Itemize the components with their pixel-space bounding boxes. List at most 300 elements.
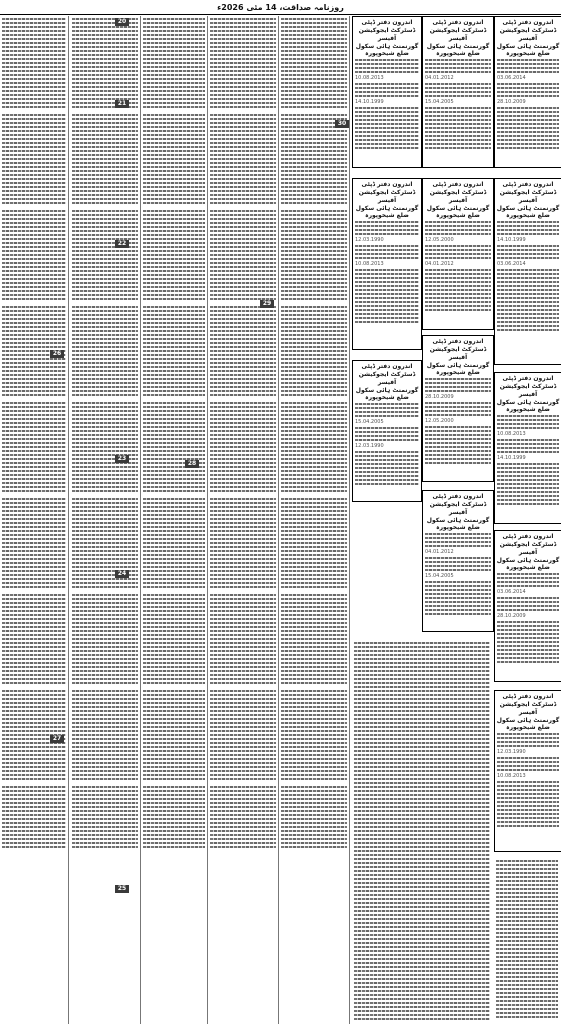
text-line (210, 426, 276, 428)
text-line (2, 98, 66, 100)
text-line (210, 242, 276, 244)
text-line (281, 322, 347, 324)
text-line (2, 310, 66, 312)
notice-text-line (425, 430, 491, 432)
text-line (72, 382, 138, 384)
notice-text-line (497, 221, 559, 223)
text-line (210, 834, 276, 836)
notice-title: اندرون دفتر ڈپٹی ڈسٹرکٹ ایجوکیشن آفیسر (358, 363, 416, 386)
text-line (210, 794, 276, 796)
text-line (496, 972, 558, 974)
text-line (281, 290, 347, 292)
text-line (2, 478, 66, 480)
notice-text-line: 04.01.2012 (425, 75, 454, 81)
text-line (2, 222, 66, 224)
text-line (143, 618, 205, 620)
notice-text-line (355, 249, 419, 251)
text-line (210, 62, 276, 64)
text-line (281, 186, 347, 188)
text-line (281, 478, 347, 480)
text-line (143, 522, 205, 524)
text-line (72, 90, 138, 92)
text-line (281, 778, 347, 780)
text-line (72, 250, 138, 252)
notice-text-line (497, 761, 559, 763)
text-line (2, 214, 66, 216)
text-line (143, 598, 205, 600)
text-line (2, 418, 66, 420)
text-line (281, 626, 347, 628)
text-line (143, 766, 205, 768)
text-line (496, 936, 558, 938)
text-line (143, 534, 205, 536)
text-line (354, 662, 490, 664)
text-line (210, 218, 276, 220)
text-line (354, 770, 490, 772)
text-line (281, 770, 347, 772)
text-line (72, 326, 138, 328)
text-line (281, 418, 347, 420)
notice-text-line (497, 581, 559, 583)
text-line (143, 374, 205, 376)
text-line (72, 58, 138, 60)
text-line (210, 642, 276, 644)
text-line (72, 526, 138, 528)
text-line (2, 514, 66, 516)
text-line (2, 490, 66, 492)
text-line (143, 738, 205, 740)
text-line (2, 118, 66, 120)
text-line (354, 710, 490, 712)
text-line (143, 158, 205, 160)
text-line (143, 50, 205, 52)
notice-box (352, 360, 422, 502)
text-line (72, 562, 138, 564)
text-line (281, 382, 347, 384)
text-line (143, 790, 205, 792)
text-line (210, 214, 276, 216)
notice-text-line (497, 573, 559, 575)
text-line (281, 266, 347, 268)
text-line (281, 758, 347, 760)
text-line (2, 322, 66, 324)
text-line (210, 74, 276, 76)
text-line (143, 806, 205, 808)
text-line (210, 434, 276, 436)
text-line (210, 386, 276, 388)
text-line (210, 278, 276, 280)
notice-text-line (497, 139, 559, 141)
notice-text-line: 04.01.2012 (425, 261, 454, 267)
text-line (143, 714, 205, 716)
text-line (72, 586, 138, 588)
text-line (210, 654, 276, 656)
text-line (72, 438, 138, 440)
text-line (281, 498, 347, 500)
text-line (281, 790, 347, 792)
text-line (281, 798, 347, 800)
text-line (2, 758, 66, 760)
text-line (2, 122, 66, 124)
text-line (143, 214, 205, 216)
text-line (143, 274, 205, 276)
notice-text-line (355, 253, 419, 255)
text-line (143, 546, 205, 548)
text-line (2, 574, 66, 576)
text-line (2, 266, 66, 268)
text-line (143, 142, 205, 144)
notice-box (494, 372, 561, 524)
text-line (2, 318, 66, 320)
text-line (2, 162, 66, 164)
text-line (281, 34, 347, 36)
text-line (72, 362, 138, 364)
notice-text-line: 10.08.2013 (497, 431, 526, 437)
text-line (210, 674, 276, 676)
text-line (143, 838, 205, 840)
text-line (281, 282, 347, 284)
text-line (210, 238, 276, 240)
text-line (143, 666, 205, 668)
notice-text-line (425, 545, 491, 547)
text-line (210, 726, 276, 728)
text-line (281, 426, 347, 428)
notice-text-line (425, 289, 491, 291)
text-line (143, 414, 205, 416)
text-line (2, 678, 66, 680)
notice-text-line (497, 487, 559, 489)
text-line (143, 102, 205, 104)
text-line (2, 410, 66, 412)
text-line (281, 26, 347, 28)
text-line (2, 750, 66, 752)
text-line (354, 774, 490, 776)
notice-text-line (497, 817, 559, 819)
text-line (143, 426, 205, 428)
text-line (72, 598, 138, 600)
text-line (210, 54, 276, 56)
text-line (354, 854, 490, 856)
text-line (210, 626, 276, 628)
text-line (143, 842, 205, 844)
notice-subtitle: گورنمنٹ ہائی سکول ضلع شیخوپورہ (426, 362, 490, 376)
notice-text-line (425, 119, 491, 121)
text-line (281, 830, 347, 832)
notice-text-line (425, 257, 491, 259)
section-number-tag: 25 (115, 885, 129, 893)
notice-text-line (425, 589, 491, 591)
text-line (281, 666, 347, 668)
notice-text-line: 28.10.2009 (497, 613, 526, 619)
text-line (281, 310, 347, 312)
text-line (2, 390, 66, 392)
notice-text-line (425, 605, 491, 607)
notice-text-line (425, 293, 491, 295)
text-line (496, 864, 558, 866)
notice-box (422, 490, 494, 632)
text-line (143, 470, 205, 472)
text-line (72, 662, 138, 664)
notice-text-line (425, 390, 491, 392)
text-line (210, 814, 276, 816)
text-line (281, 358, 347, 360)
text-line (281, 794, 347, 796)
text-line (210, 722, 276, 724)
notice-text-line (355, 309, 419, 311)
text-line (210, 650, 276, 652)
text-line (281, 354, 347, 356)
text-line (72, 630, 138, 632)
text-line (281, 38, 347, 40)
text-line (281, 42, 347, 44)
text-line (210, 310, 276, 312)
notice-text-line: 03.06.2014 (497, 589, 526, 595)
text-line (354, 738, 490, 740)
text-line (354, 930, 490, 932)
text-line (281, 370, 347, 372)
text-line (210, 38, 276, 40)
text-line (2, 830, 66, 832)
text-line (354, 682, 490, 684)
text-line (281, 62, 347, 64)
text-line (72, 510, 138, 512)
text-line (2, 730, 66, 732)
notice-text-line (355, 455, 419, 457)
text-line (143, 654, 205, 656)
text-line (143, 750, 205, 752)
notice-text-line (497, 821, 559, 823)
text-line (143, 58, 205, 60)
notice-text-line (497, 463, 559, 465)
text-line (72, 262, 138, 264)
text-line (354, 650, 490, 652)
text-line (210, 158, 276, 160)
notice-text-line (425, 533, 491, 535)
notice-text-line: 14.10.1999 (497, 455, 526, 461)
text-line (210, 474, 276, 476)
text-line (143, 530, 205, 532)
text-line (2, 34, 66, 36)
text-line (210, 142, 276, 144)
text-line (281, 818, 347, 820)
text-line (210, 762, 276, 764)
notice-text-line (355, 123, 419, 125)
text-line (2, 426, 66, 428)
text-line (281, 230, 347, 232)
notice-text-line: 15.04.2005 (355, 419, 384, 425)
text-line (2, 690, 66, 692)
text-line (2, 786, 66, 788)
text-line (72, 282, 138, 284)
notice-text-line (425, 593, 491, 595)
text-line (143, 626, 205, 628)
text-line (2, 78, 66, 80)
text-line (2, 790, 66, 792)
text-line (210, 602, 276, 604)
text-line (72, 230, 138, 232)
text-column (70, 16, 140, 1024)
notice-text-line (497, 609, 559, 611)
text-line (72, 758, 138, 760)
text-line (281, 262, 347, 264)
text-line (281, 438, 347, 440)
notice-text-line (497, 451, 559, 453)
text-line (143, 262, 205, 264)
text-line (72, 642, 138, 644)
text-line (143, 814, 205, 816)
text-line (496, 984, 558, 986)
text-line (496, 980, 558, 982)
notice-text-line (497, 427, 559, 429)
text-line (143, 246, 205, 248)
notice-text-line (425, 462, 491, 464)
notice-title: اندرون دفتر ڈپٹی ڈسٹرکٹ ایجوکیشن آفیسر (499, 533, 557, 556)
text-line (2, 470, 66, 472)
text-line (143, 610, 205, 612)
text-line (210, 454, 276, 456)
text-line (143, 178, 205, 180)
notice-text-line (497, 765, 559, 767)
text-line (72, 830, 138, 832)
text-line (354, 654, 490, 656)
text-line (281, 658, 347, 660)
text-line (2, 238, 66, 240)
text-line (72, 610, 138, 612)
text-line (72, 186, 138, 188)
notice-text-line (497, 301, 559, 303)
text-line (72, 722, 138, 724)
text-line (72, 674, 138, 676)
text-line (281, 570, 347, 572)
text-line (210, 734, 276, 736)
notice-text-line (425, 277, 491, 279)
notice-text-line: 12.05.2000 (425, 237, 454, 243)
text-line (72, 290, 138, 292)
notice-subtitle: گورنمنٹ ہائی سکول ضلع شیخوپورہ (355, 205, 419, 219)
text-line (496, 908, 558, 910)
text-line (281, 406, 347, 408)
text-line (72, 546, 138, 548)
text-line (210, 18, 276, 20)
text-line (354, 750, 490, 752)
text-line (2, 706, 66, 708)
text-line (281, 78, 347, 80)
text-line (2, 582, 66, 584)
text-line (72, 538, 138, 540)
text-line (210, 246, 276, 248)
text-line (281, 578, 347, 580)
text-line (496, 896, 558, 898)
text-line (354, 746, 490, 748)
text-line (72, 74, 138, 76)
notice-text-line (425, 233, 491, 235)
text-line (72, 210, 138, 212)
notice-text-line (497, 789, 559, 791)
text-line (2, 62, 66, 64)
text-line (143, 298, 205, 300)
text-line (210, 390, 276, 392)
text-line (210, 162, 276, 164)
text-line (2, 746, 66, 748)
text-line (281, 630, 347, 632)
text-line (2, 534, 66, 536)
text-line (354, 850, 490, 852)
text-line (72, 30, 138, 32)
text-line (281, 662, 347, 664)
text-line (2, 710, 66, 712)
text-line (281, 726, 347, 728)
text-line (210, 382, 276, 384)
text-line (72, 226, 138, 228)
text-line (281, 114, 347, 116)
text-line (72, 358, 138, 360)
text-line (281, 562, 347, 564)
text-line (72, 726, 138, 728)
text-line (2, 702, 66, 704)
text-line (2, 538, 66, 540)
text-line (281, 706, 347, 708)
text-line (143, 694, 205, 696)
text-line (281, 94, 347, 96)
notice-text-line (497, 147, 559, 149)
text-line (72, 522, 138, 524)
text-line (354, 830, 490, 832)
text-line (143, 774, 205, 776)
text-line (143, 202, 205, 204)
text-line (210, 354, 276, 356)
text-line (143, 642, 205, 644)
text-line (143, 446, 205, 448)
notice-text-line (497, 229, 559, 231)
notice-box (494, 530, 561, 682)
text-line (281, 682, 347, 684)
text-line (281, 54, 347, 56)
notice-text-line (497, 143, 559, 145)
text-line (143, 778, 205, 780)
text-line (281, 474, 347, 476)
notice-text-line (425, 269, 491, 271)
text-line (72, 278, 138, 280)
text-line (496, 948, 558, 950)
text-line (143, 658, 205, 660)
text-line (210, 698, 276, 700)
text-line (210, 378, 276, 380)
text-line (210, 286, 276, 288)
notice-text-line (497, 87, 559, 89)
text-line (354, 982, 490, 984)
page-header (0, 0, 561, 15)
text-line (281, 162, 347, 164)
text-line (2, 630, 66, 632)
text-line (281, 446, 347, 448)
notice-text-line (355, 483, 419, 485)
notice-text-line (497, 621, 559, 623)
text-line (72, 142, 138, 144)
text-line (210, 778, 276, 780)
notice-text-line (497, 253, 559, 255)
text-line (143, 290, 205, 292)
text-line (72, 322, 138, 324)
text-line (72, 550, 138, 552)
notice-text-line: 03.06.2014 (497, 261, 526, 267)
text-line (2, 578, 66, 580)
notice-text-line (497, 813, 559, 815)
text-line (72, 754, 138, 756)
text-line (2, 190, 66, 192)
notice-text-line (425, 135, 491, 137)
text-line (210, 370, 276, 372)
text-line (143, 402, 205, 404)
